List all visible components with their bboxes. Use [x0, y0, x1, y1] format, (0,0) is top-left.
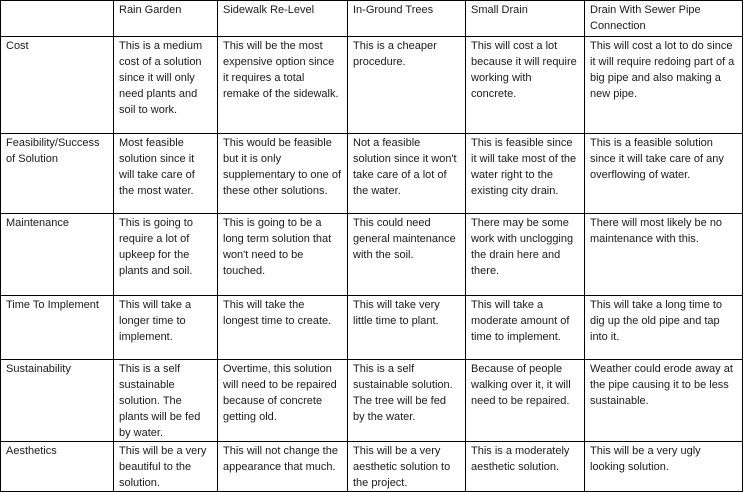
- table-cell: This is going to require a lot of upkeep for the plants and soil.: [114, 214, 218, 296]
- table-cell: This would be feasible but it is only supplementary to one of these other solutions.: [218, 134, 348, 214]
- row-label-aesthetics: Aesthetics: [1, 442, 114, 492]
- table-cell: Not a feasible solution since it won't take care of a lot of the water.: [348, 134, 466, 214]
- column-header-sidewalk-re-level: Sidewalk Re-Level: [218, 1, 348, 37]
- row-label-cost: Cost: [1, 37, 114, 134]
- table-row-aesthetics: [1, 442, 743, 492]
- column-header-rain-garden: Rain Garden: [114, 1, 218, 37]
- column-header-in-ground-trees: In-Ground Trees: [348, 1, 466, 37]
- table-cell: This will be the most expensive option since it requires a total remake of the sidewalk.: [218, 37, 348, 134]
- table-row-cost: [1, 37, 743, 134]
- table-cell: Because of people walking over it, it will need to be repaired.: [466, 360, 585, 442]
- table-cell: This is a cheaper procedure.: [348, 37, 466, 134]
- table-cell: This could need general maintenance with the soil.: [348, 214, 466, 296]
- table-cell: This will take the longest time to create.: [218, 296, 348, 360]
- table-cell: This will be a very aesthetic solution to the project.: [348, 442, 466, 492]
- table-cell: This is going to be a long term solution that won't need to be touched.: [218, 214, 348, 296]
- table-row-sustainability: [1, 360, 743, 442]
- column-header-small-drain: Small Drain: [466, 1, 585, 37]
- table-cell: This will take very little time to plant.: [348, 296, 466, 360]
- table-cell: This will cost a lot to do since it will require redoing part of a big pipe and also making a new pipe.: [585, 37, 743, 134]
- row-label-maintenance: Maintenance: [1, 214, 114, 296]
- table-cell: There will most likely be no maintenance with this.: [585, 214, 743, 296]
- table-cell: Weather could erode away at the pipe causing it to be less sustainable.: [585, 360, 743, 442]
- table-cell: This will cost a lot because it will require working with concrete.: [466, 37, 585, 134]
- table-cell: This is a moderately aesthetic solution.: [466, 442, 585, 492]
- table-row-maintenance: [1, 214, 743, 296]
- table-row-time-to-implement: [1, 296, 743, 360]
- table-cell: This will be a very beautiful to the solution.: [114, 442, 218, 492]
- table-cell: This will take a longer time to implement.: [114, 296, 218, 360]
- header-row: [1, 1, 743, 37]
- table-cell: This is a feasible solution since it will take care of any overflowing of water.: [585, 134, 743, 214]
- row-label-feasibility: Feasibility/Success of Solution: [1, 134, 114, 214]
- table-cell: This will not change the appearance that much.: [218, 442, 348, 492]
- table-cell: This will take a long time to dig up the old pipe and tap into it.: [585, 296, 743, 360]
- table-cell: This is a self sustainable solution. The tree will be fed by the water.: [348, 360, 466, 442]
- table-cell: Overtime, this solution will need to be repaired because of concrete getting old.: [218, 360, 348, 442]
- table-cell: This will be a very ugly looking solution.: [585, 442, 743, 492]
- table-cell: This will take a moderate amount of time to implement.: [466, 296, 585, 360]
- table-row-feasibility: [1, 134, 743, 214]
- row-label-sustainability: Sustainability: [1, 360, 114, 442]
- table-cell: This is a self sustainable solution. The plants will be fed by water.: [114, 360, 218, 442]
- header-corner-cell: [1, 1, 114, 37]
- table-cell: Most feasible solution since it will take care of the most water.: [114, 134, 218, 214]
- row-label-time-to-implement: Time To Implement: [1, 296, 114, 360]
- table-cell: There may be some work with unclogging the drain here and there.: [466, 214, 585, 296]
- table-cell: This is feasible since it will take most of the water right to the existing city drain.: [466, 134, 585, 214]
- column-header-drain-sewer-pipe: Drain With Sewer Pipe Connection: [585, 1, 743, 37]
- table-cell: This is a medium cost of a solution since it will only need plants and soil to work.: [114, 37, 218, 134]
